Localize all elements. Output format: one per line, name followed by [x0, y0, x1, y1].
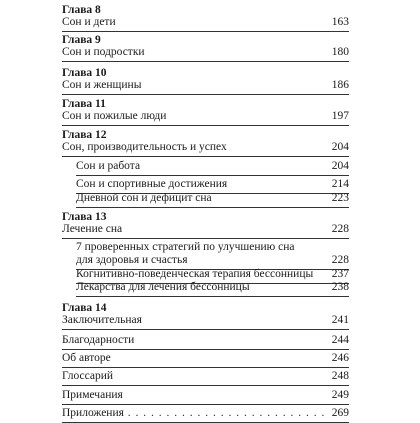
toc-subentry-title: Дневной сон и дефицит сна [76, 192, 212, 204]
toc-subentry-title: Лекарства для лечения бессонницы [76, 281, 250, 293]
toc-entry[interactable] [62, 222, 349, 239]
toc-subentry[interactable] [76, 281, 349, 297]
toc-subentry-title-line2: для здоровья и счастья [76, 254, 188, 266]
toc-entry-page: 204 [331, 141, 349, 153]
toc-subentry-title-line1: 7 проверенных стратегий по улучшению сна [76, 241, 295, 253]
toc-subentry-page: 228 [331, 254, 349, 266]
toc-entry-title: Благодарности [62, 334, 135, 346]
toc-entry[interactable] [62, 45, 349, 62]
chapter-heading: Глава 12 [62, 129, 107, 141]
toc-entry[interactable] [62, 78, 349, 95]
chapter-heading: Глава 11 [62, 98, 106, 110]
toc-entry-page: 228 [331, 223, 349, 235]
toc-subentry-page: 204 [331, 160, 349, 172]
toc-subentry-page: 238 [331, 281, 349, 293]
toc-entry-page: 244 [331, 334, 349, 346]
toc-subentry-page: 214 [331, 178, 349, 190]
toc-subentry-title: Сон и спортивные достижения [76, 178, 228, 190]
toc-entry-page: 249 [331, 389, 349, 401]
chapter-heading: Глава 14 [62, 302, 107, 314]
chapter-heading: Глава 10 [62, 67, 107, 79]
chapter-heading: Глава 8 [62, 4, 101, 16]
chapter-heading: Глава 13 [62, 211, 107, 223]
toc-subentry[interactable] [76, 160, 349, 176]
toc-entry-title: Глоссарий [62, 370, 114, 382]
toc-subentry-title: Сон и работа [76, 160, 141, 172]
toc-entry-notes[interactable] [62, 388, 349, 405]
toc-entry-title: Примечания [62, 389, 123, 401]
toc-entry-page: 241 [331, 314, 349, 326]
toc-entry-page: 163 [331, 16, 349, 28]
chapter-heading: Глава 9 [62, 34, 101, 46]
toc-entry-page: 269 [331, 407, 349, 419]
toc-entry-about-author[interactable] [62, 351, 349, 368]
toc-entry-title: Сон и пожилые люди [62, 110, 167, 122]
toc-entry-appendices[interactable] [62, 406, 349, 423]
toc-entry-page: 180 [331, 46, 349, 58]
toc-entry-glossary[interactable] [62, 369, 349, 386]
toc-entry[interactable] [62, 109, 349, 126]
toc-entry-page: 197 [331, 110, 349, 122]
toc-entry-title: Заключительная [62, 314, 142, 326]
toc-subentry[interactable] [76, 192, 349, 208]
toc-entry-title: Сон и подростки [62, 46, 145, 58]
toc-entry-title: Сон и женщины [62, 79, 142, 91]
toc-entry-title: Лечение сна [62, 223, 123, 235]
toc-entry-page: 186 [331, 79, 349, 91]
toc-entry-title: Приложения . . . [62, 406, 328, 420]
toc-subentry-page: 223 [331, 192, 349, 204]
toc-entry[interactable] [62, 140, 349, 157]
toc-entry-page: 248 [331, 370, 349, 382]
toc-entry-title: Сон, производительность и успех [62, 141, 227, 153]
toc-subentry-title [76, 241, 328, 267]
toc-subentry-page: 237 [331, 268, 349, 280]
toc-entry-page: 246 [331, 352, 349, 364]
toc-entry[interactable] [62, 313, 349, 330]
toc-subentry-title: Когнитивно-поведенческая терапия бессонницы [76, 268, 314, 280]
toc-entry-title: Сон и дети [62, 16, 116, 28]
toc-subentry[interactable] [76, 241, 349, 270]
toc-entry-acknowledgements[interactable] [62, 333, 349, 350]
toc-entry-title: Об авторе [62, 352, 111, 364]
toc-entry[interactable] [62, 15, 349, 32]
